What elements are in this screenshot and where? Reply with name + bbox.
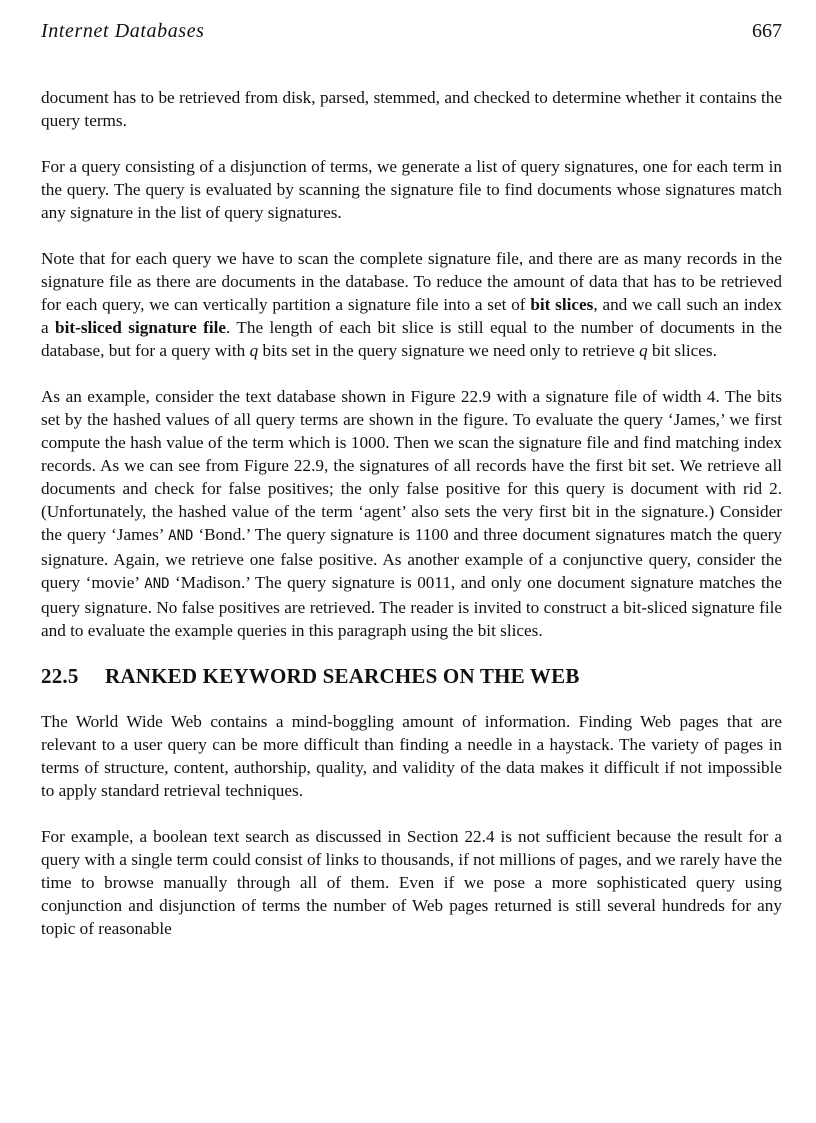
term-bit-slices: bit slices bbox=[530, 295, 594, 314]
paragraph-5: The World Wide Web contains a mind-boggling amount of information. Finding Web pages that are relevant to a user query can be more difficult than finding a needle in a haystack. The variety of pages in terms of structure, content, authorship, quality, and validity of the data makes it difficult if not impossible to apply standard retrieval techniques. bbox=[41, 712, 782, 800]
paragraph-3-text-3: . The length of each bit slice is still equal to the number of documents in the database, but for a query with bbox=[41, 318, 782, 360]
paragraph-3-text-5: bit slices. bbox=[647, 341, 717, 360]
variable-q: q bbox=[639, 341, 648, 360]
variable-q: q bbox=[249, 341, 259, 360]
paragraph-4 bbox=[41, 385, 782, 642]
paragraph-1: document has to be retrieved from disk, parsed, stemmed, and checked to determine whether it contains the query terms. bbox=[41, 88, 782, 130]
paragraph-4-text-1: As an example, consider the text database shown in Figure 22.9 with a signature file of width 4. The bits set by the hashed values of all query terms are shown in the figure. To evaluate the query ‘James,’ we first compute the hash value of the term which is 1000. Then we scan the signature file and find matching index records. As we can see from Figure 22.9, the signatures of all records have the first bit set. We retrieve all documents and check for false positives; the only false positive for this query is document with rid 2. (Unfortunately, the hashed value of the term ‘agent’ also sets the very first bit in the signature.) Consider the query ‘James’ bbox=[41, 387, 782, 544]
paragraph-3 bbox=[41, 247, 782, 362]
paragraph-3-text-2: , and we call such an index a bbox=[41, 295, 783, 337]
body-text bbox=[41, 86, 782, 963]
term-bit-sliced-signature-file: bit-sliced signature file bbox=[55, 318, 227, 337]
paragraph-3-text-1: Note that for each query we have to scan the complete signature file, and there are as many records in the signature file as there are documents in the database. To reduce the amount of data that has to be retrieved for each query, we can vertically partition a signature file into a set of bbox=[41, 249, 782, 314]
paragraph-6: For example, a boolean text search as discussed in Section 22.4 is not sufficient because the result for a query with a single term could consist of links to thousands, if not millions of pages, and we rarely have the time to browse manually through all of them. Even if we pose a more sophisticated query using conjunction and disjunction of terms the number of Web pages returned is still several hundreds for any topic of reasonable bbox=[41, 827, 782, 938]
page-number: 667 bbox=[752, 20, 782, 42]
section-title: RANKED KEYWORD SEARCHES ON THE WEB bbox=[105, 664, 580, 688]
page-header bbox=[41, 20, 782, 46]
and-operator: AND bbox=[168, 528, 194, 544]
paragraph-3-text-4: bits set in the query signature we need only to retrieve bbox=[258, 341, 640, 360]
section-heading bbox=[41, 665, 782, 688]
paragraph-4-text-3: ‘Madison.’ The query signature is 0011, and only one document signature matches the query signature. No false positives are retrieved. The reader is invited to construct a bit-sliced signature file and to evaluate the example queries in this paragraph using the bit slices. bbox=[41, 573, 782, 640]
section-number: 22.5 bbox=[41, 664, 79, 688]
paragraph-2: For a query consisting of a disjunction of terms, we generate a list of query signatures, one for each term in the query. The query is evaluated by scanning the signature file to find documents whose signatures match any signature in the list of query signatures. bbox=[41, 157, 782, 222]
and-operator: AND bbox=[144, 576, 170, 592]
paragraph-4-text-2: ‘Bond.’ The query signature is 1100 and three document signatures match the query signature. Again, we retrieve one false positive. As another example of a conjunctive query, consider the query ‘movie’ bbox=[41, 525, 782, 592]
running-title: Internet Databases bbox=[41, 20, 205, 42]
